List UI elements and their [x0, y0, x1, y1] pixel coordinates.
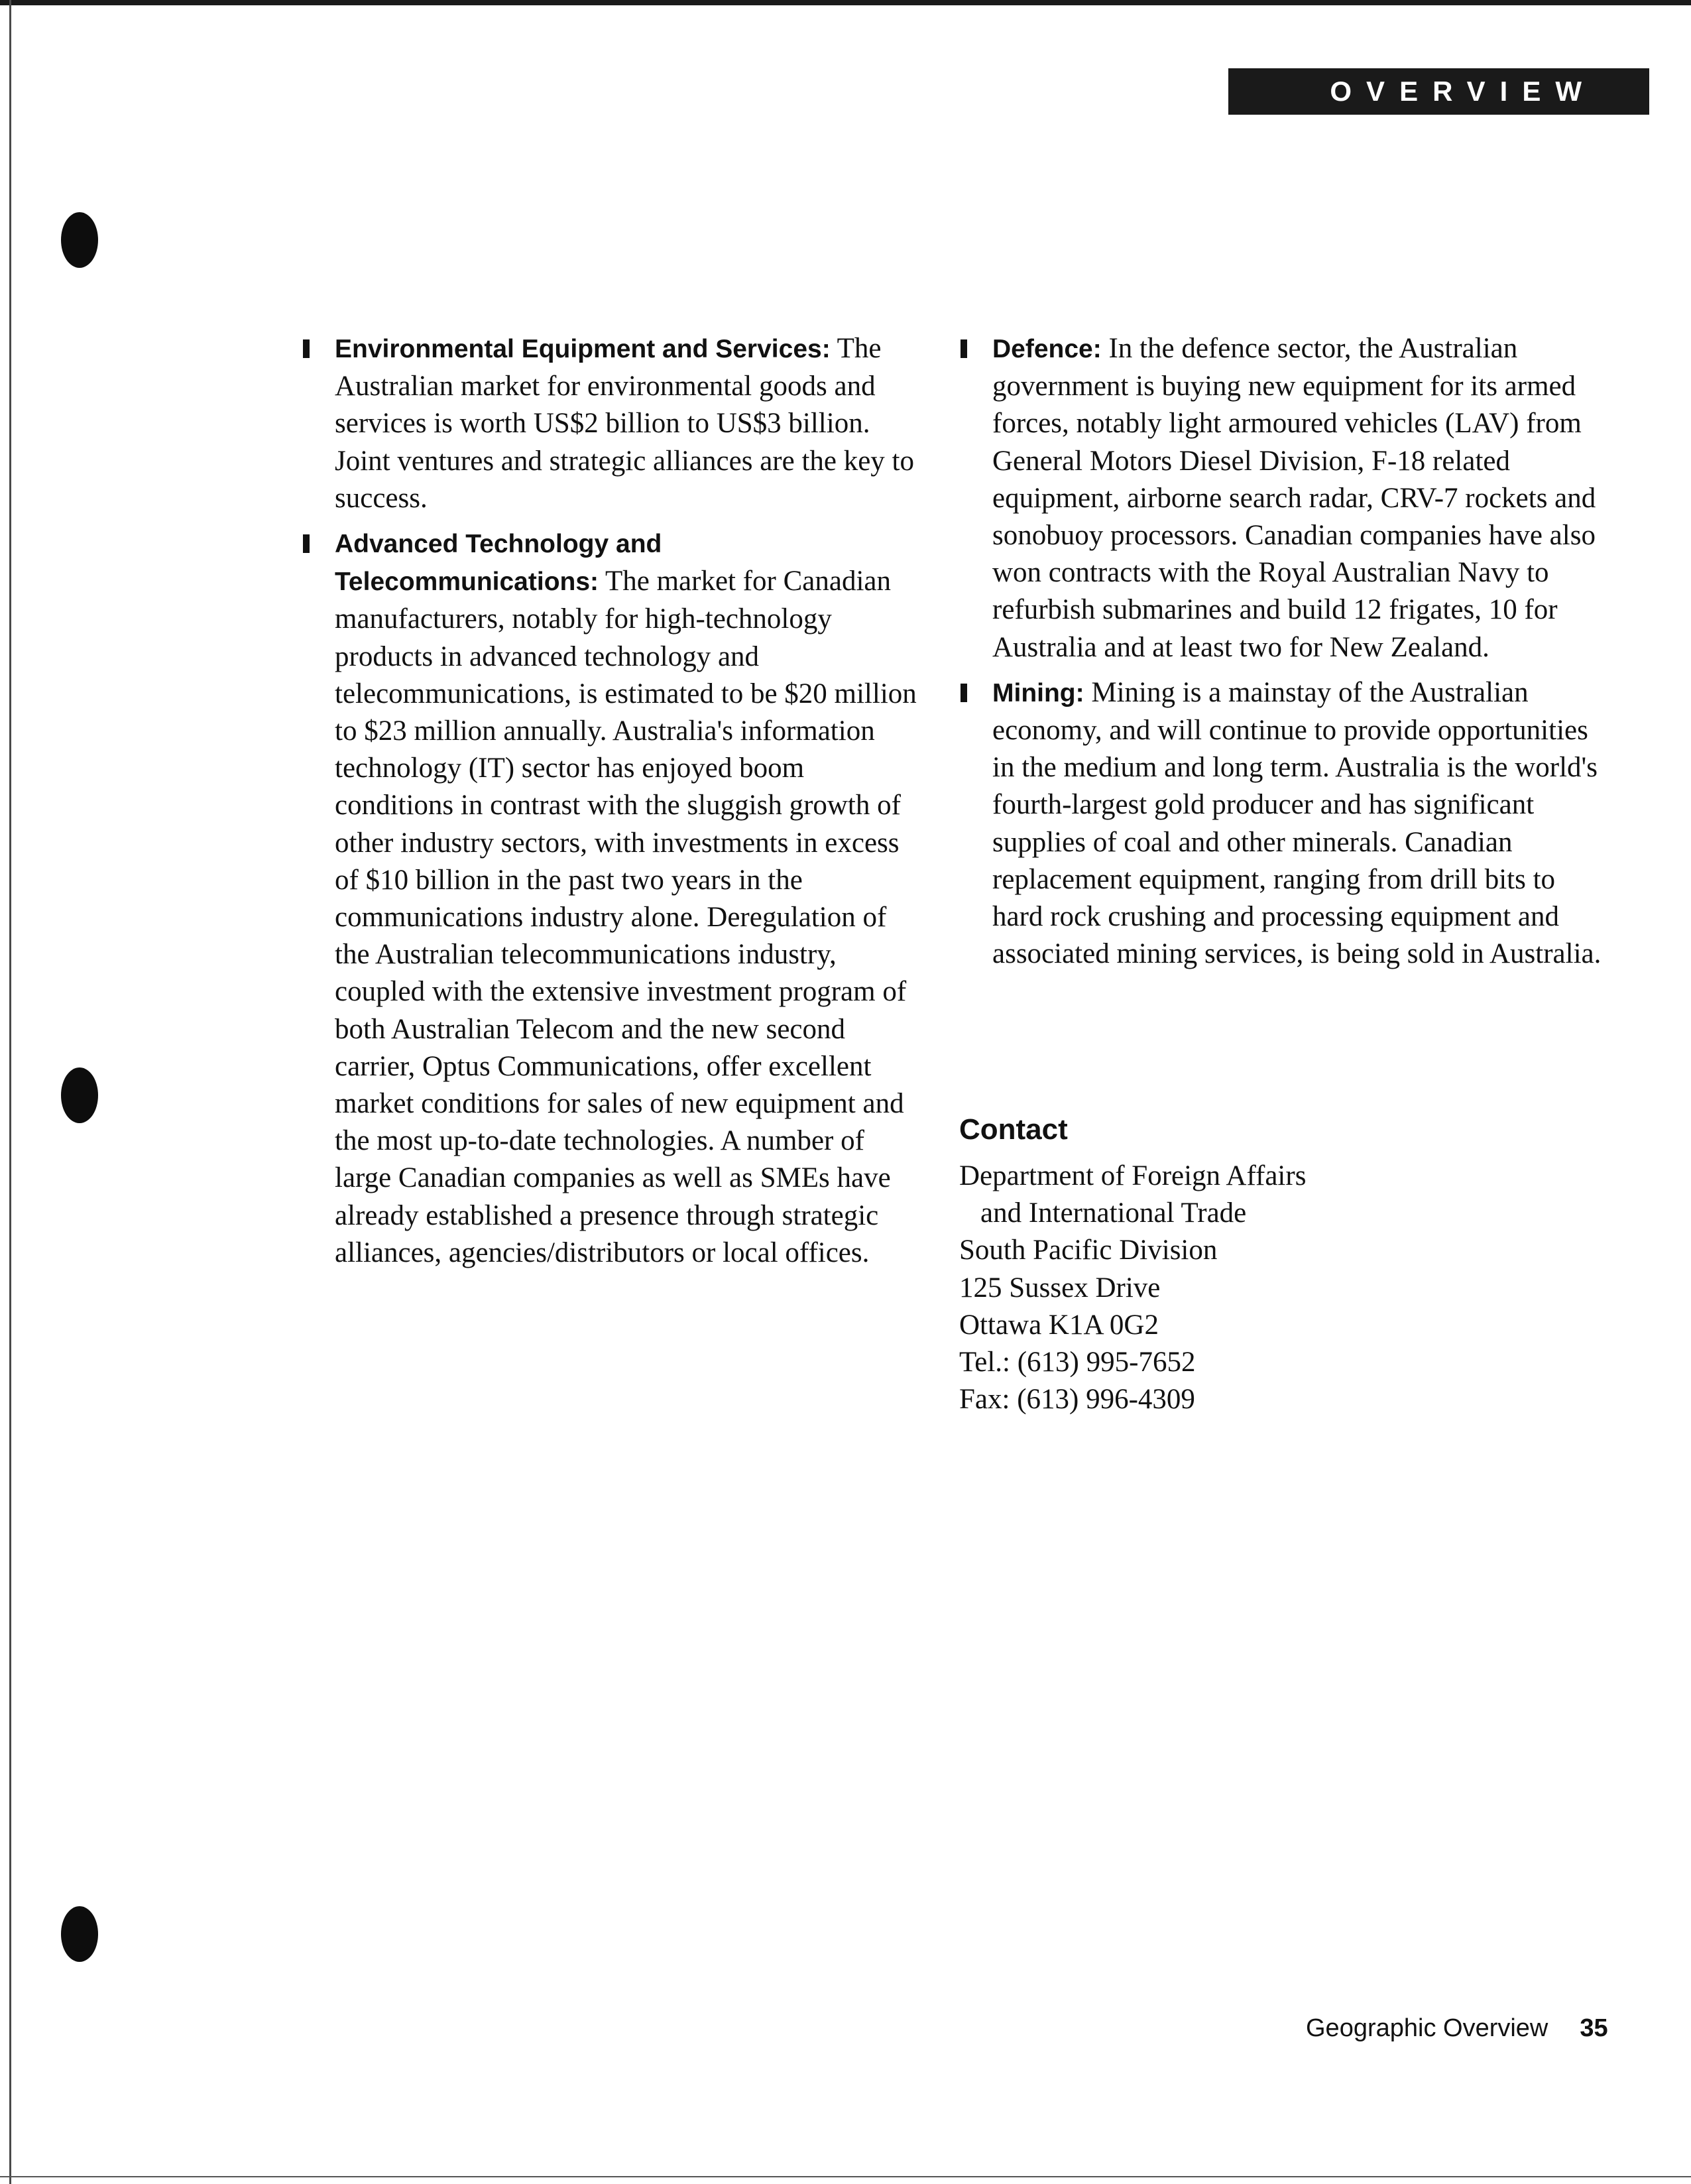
bullet-heading: Advanced Technology and Telecommunications:	[335, 530, 662, 597]
bullet-advanced-technology	[335, 525, 918, 1272]
page-footer	[1306, 2013, 1608, 2043]
contact-division: South Pacific Division	[959, 1235, 1218, 1266]
bullet-body: In the defence sector, the Australian government is buying new equipment for its armed forces, notably light armoured vehicles (LAV) from General Motors Diesel Division, F-18 related equipment, airborne search radar, CRV-7 rockets and sonobuoy processors. Canadian companies have also won contracts with the Royal Australian Navy to refurbish submarines and build 12 frigates, 10 for Australia and at least two for New Zealand.	[992, 333, 1596, 663]
bullet-heading: Mining:	[992, 678, 1084, 707]
bullet-environmental	[335, 330, 918, 517]
contact-telephone: Tel.: (613) 995-7652	[959, 1347, 1196, 1378]
section-header-tab: OVERVIEW	[1228, 68, 1649, 115]
left-binding-edge	[9, 0, 11, 2184]
contact-organization-continued: and International Trade	[980, 1197, 1247, 1229]
bullet-heading: Defence:	[992, 335, 1102, 363]
contact-address	[959, 1158, 1556, 1418]
bullet-body: The market for Canadian manufacturers, notably for high-technology products in advanced technology and telecommunications, is estimated to be $20 million to $23 million annually. Australia's information technology (IT) sector has enjoyed boom conditions in contrast with the sluggish growth of other industry sectors, with investments in excess of $10 billion in the past two years in the communications industry alone. Deregulation of the Australian telecommunications industry, coupled with the extensive investment program of both Australian Telecom and the new second carrier, Optus Communications, offer excellent market conditions for sales of new equipment and the most up-to-date technologies. A number of large Canadian companies as well as SMEs have already established a presence through strategic alliances, agencies/distributors or local offices.	[335, 566, 917, 1268]
bullet-marker	[303, 339, 310, 358]
left-text-column	[335, 330, 918, 1280]
contact-heading: Contact	[959, 1113, 1068, 1146]
contact-fax: Fax: (613) 996-4309	[959, 1384, 1195, 1416]
footer-section-title: Geographic Overview	[1306, 2014, 1548, 2042]
bullet-marker	[303, 534, 310, 553]
bullet-defence	[992, 330, 1602, 666]
bullet-heading: Environmental Equipment and Services:	[335, 335, 831, 363]
bullet-marker	[961, 684, 967, 702]
bullet-mining	[992, 674, 1602, 973]
contact-block	[959, 1111, 1556, 1418]
binder-hole-middle	[61, 1067, 98, 1123]
binder-hole-top	[61, 212, 98, 268]
contact-city: Ottawa K1A 0G2	[959, 1309, 1159, 1341]
contact-organization: Department of Foreign Affairs	[959, 1160, 1307, 1191]
page-number: 35	[1580, 2014, 1608, 2042]
top-edge-rule	[0, 0, 1691, 5]
contact-street: 125 Sussex Drive	[959, 1272, 1161, 1304]
bottom-edge-rule	[0, 2176, 1691, 2177]
right-text-column	[992, 330, 1602, 981]
bullet-body: The Australian market for environmental goods and services is worth US$2 billion to US$3 billion. Joint ventures and strategic alliances are the key to success.	[335, 333, 915, 514]
bullet-body: Mining is a mainstay of the Australian economy, and will continue to provide opportunities in the medium and long term. Australia is the world's fourth-largest gold producer and has significant supplies of coal and other minerals. Canadian replacement equipment, ranging from drill bits to hard rock crushing and processing equipment and associated mining services, is being sold in Australia.	[992, 676, 1602, 970]
binder-hole-bottom	[61, 1906, 98, 1962]
bullet-marker	[961, 339, 967, 358]
